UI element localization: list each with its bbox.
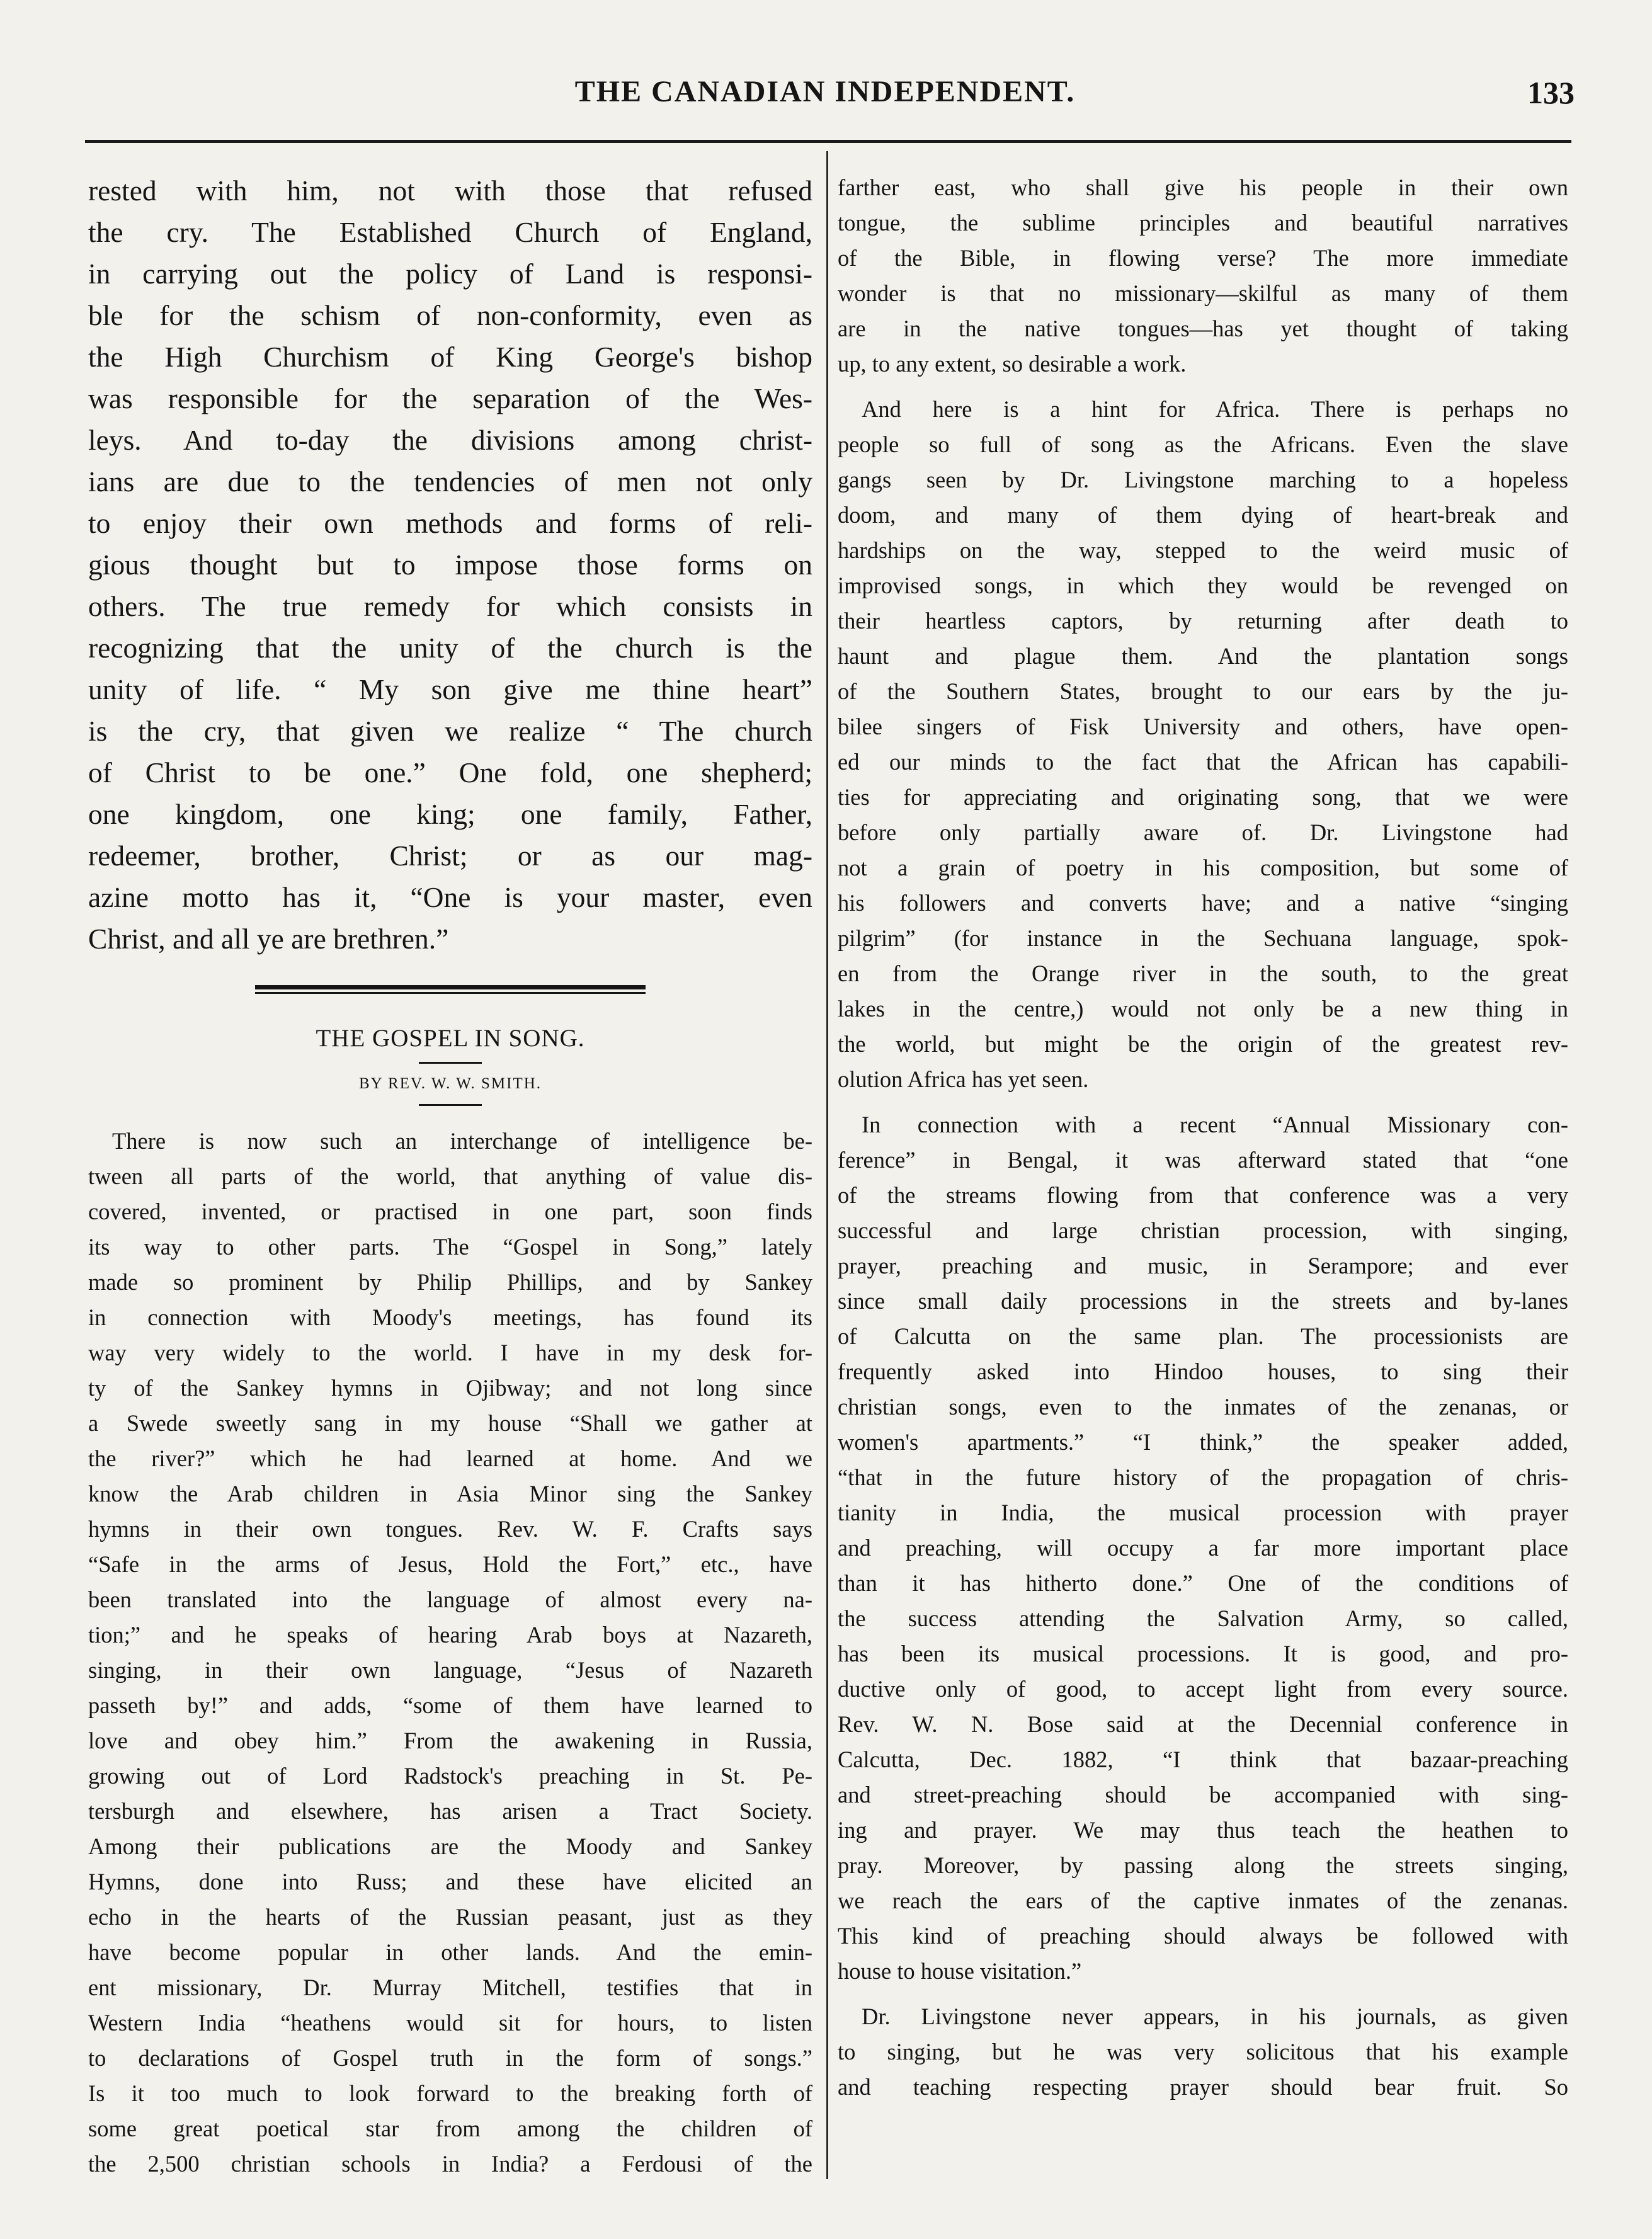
text-line: know the Arab children in Asia Minor sing the Sankey (88, 1481, 812, 1507)
section-divider (255, 985, 646, 994)
text-line: echo in the hearts of the Russian peasant, just as they (88, 1904, 812, 1930)
text-line: ed our minds to the fact that the African has capabili- (838, 749, 1568, 775)
continued-text (88, 170, 812, 960)
text-line: a Swede sweetly sang in my house “Shall we gather at (88, 1410, 812, 1436)
column-rule (826, 151, 828, 2179)
text-line: his followers and converts have; and a native “singing (838, 890, 1568, 916)
text-line: In connection with a recent “Annual Missionary con- (862, 1112, 1568, 1137)
text-line: the success attending the Salvation Army, so called, (838, 1605, 1568, 1631)
byline: BY REV. W. W. SMITH. (358, 1075, 542, 1092)
text-line: “that in the future history of the propagation of chris- (838, 1464, 1568, 1490)
text-line: leys. And to-day the divisions among christ- (88, 424, 812, 456)
text-line: Christ, and all ye are brethren.” (88, 923, 449, 955)
text-line: has been its musical processions. It is good, and pro- (838, 1641, 1568, 1666)
text-line: women's apartments.” “I think,” the speaker added, (838, 1429, 1568, 1455)
text-line: of the Southern States, brought to our ears by the ju- (838, 678, 1568, 704)
text-line: the High Churchism of King George's bishop (88, 341, 812, 373)
text-line: tersburgh and elsewhere, has arisen a Tract Society. (88, 1798, 812, 1824)
text-line: passeth by!” and adds, “some of them have learned to (88, 1692, 812, 1718)
article-title: THE GOSPEL IN SONG. (316, 1025, 585, 1052)
text-line: hardships on the way, stepped to the weird music of (838, 537, 1568, 563)
text-line: is the cry, that given we realize “ The church (88, 715, 812, 747)
text-line: the world, but might be the origin of the greatest rev- (838, 1031, 1568, 1057)
text-line: was responsible for the separation of the Wes- (88, 382, 812, 414)
text-line: ent missionary, Dr. Murray Mitchell, testifies that in (88, 1974, 812, 2000)
text-line: ties for appreciating and originating song, that we were (838, 784, 1568, 810)
paragraph (838, 1999, 1568, 2105)
text-line: azine motto has it, “One is your master, even (88, 881, 812, 913)
text-line: and teaching respecting prayer should bear fruit. So (838, 2074, 1568, 2100)
text-line: wonder is that no missionary—skilful as many of them (838, 280, 1568, 306)
text-line: and street-preaching should be accompanied with sing- (838, 1782, 1568, 1808)
text-line: Hymns, done into Russ; and these have elicited an (88, 1869, 812, 1894)
text-line: house to house visitation.” (838, 1958, 1082, 1984)
text-line: tongue, the sublime principles and beautiful narratives (838, 210, 1568, 236)
text-line: hymns in their own tongues. Rev. W. F. Crafts says (88, 1516, 812, 1542)
running-header (76, 74, 1575, 131)
page-number: 133 (1527, 75, 1575, 110)
article-body (88, 1124, 812, 2182)
text-line: been translated into the language of almost every na- (88, 1587, 812, 1612)
text-line: of the streams flowing from that conference was a very (838, 1182, 1568, 1208)
text-line: There is now such an interchange of intelligence be- (112, 1128, 812, 1154)
text-line: haunt and plague them. And the plantation songs (838, 643, 1568, 669)
title-rule (419, 1062, 482, 1064)
text-line: ble for the schism of non-conformity, even as (88, 299, 812, 331)
byline-rule (419, 1104, 482, 1106)
text-line: love and obey him.” From the awakening in Russia, (88, 1728, 812, 1753)
text-line: of the Bible, in flowing verse? The more immediate (838, 245, 1568, 271)
text-line: not a grain of poetry in his composition, but some of (838, 855, 1568, 880)
text-line: ty of the Sankey hymns in Ojibway; and not long since (88, 1375, 812, 1401)
text-line: Among their publications are the Moody and Sankey (88, 1833, 812, 1859)
text-line: singing, in their own language, “Jesus of Nazareth (88, 1657, 812, 1683)
text-line: gangs seen by Dr. Livingstone marching to a hopeless (838, 467, 1568, 493)
text-line: farther east, who shall give his people in their own (838, 174, 1568, 200)
text-line: we reach the ears of the captive inmates of the zenanas. (838, 1888, 1568, 1913)
text-line: the 2,500 christian schools in India? a Ferdousi of the (88, 2151, 812, 2177)
header-rule (85, 140, 1571, 143)
text-line: unity of life. “ My son give me thine heart” (88, 673, 812, 705)
text-line: are in the native tongues—has yet thought of taking (838, 316, 1568, 341)
text-line: covered, invented, or practised in one part, soon finds (88, 1199, 812, 1224)
text-line: And here is a hint for Africa. There is perhaps no (862, 396, 1568, 422)
text-line: of Christ to be one.” One fold, one shepherd; (88, 756, 812, 789)
text-line: tween all parts of the world, that anything of value dis- (88, 1163, 812, 1189)
text-line: Western India “heathens would sit for hours, to listen (88, 2010, 812, 2036)
text-line: in connection with Moody's meetings, has found its (88, 1304, 812, 1330)
text-line: Calcutta, Dec. 1882, “I think that bazaar-preaching (838, 1746, 1568, 1772)
text-line: pray. Moreover, by passing along the streets singing, (838, 1852, 1568, 1878)
text-line: ductive only of good, to accept light from every source. (838, 1676, 1568, 1702)
text-line: rested with him, not with those that refused (88, 174, 812, 207)
paragraph (838, 1107, 1568, 1989)
text-line: en from the Orange river in the south, to the great (838, 960, 1568, 986)
text-line: others. The true remedy for which consists in (88, 590, 812, 622)
paragraph (838, 170, 1568, 382)
text-line: to enjoy their own methods and forms of reli- (88, 507, 812, 539)
text-line: ians are due to the tendencies of men not only (88, 465, 812, 498)
text-line: to declarations of Gospel truth in the form of songs.” (88, 2045, 812, 2071)
text-line: Dr. Livingstone never appears, in his journals, as given (862, 2003, 1568, 2029)
text-line: christian songs, even to the inmates of the zenanas, or (838, 1394, 1568, 1420)
text-line: and preaching, will occupy a far more important place (838, 1535, 1568, 1561)
article-heading (88, 985, 812, 1106)
text-line: This kind of preaching should always be followed with (838, 1923, 1568, 1949)
text-line: olution Africa has yet seen. (838, 1066, 1089, 1092)
left-column (88, 170, 812, 2182)
text-line: Is it too much to look forward to the breaking forth of (88, 2080, 812, 2106)
text-line: pilgrim” (for instance in the Sechuana language, spok- (838, 925, 1568, 951)
text-line: successful and large christian procession, with singing, (838, 1217, 1568, 1243)
text-line: bilee singers of Fisk University and others, have open- (838, 714, 1568, 739)
text-line: one kingdom, one king; one family, Father, (88, 798, 812, 830)
text-line: frequently asked into Hindoo houses, to sing their (838, 1359, 1568, 1384)
text-line: redeemer, brother, Christ; or as our mag- (88, 840, 812, 872)
text-line: improvised songs, in which they would be revenged on (838, 573, 1568, 598)
text-line: recognizing that the unity of the church is the (88, 632, 812, 664)
paragraph (838, 392, 1568, 1097)
text-line: lakes in the centre,) would not only be a new thing in (838, 996, 1568, 1022)
text-line: tion;” and he speaks of hearing Arab boys at Nazareth, (88, 1622, 812, 1648)
text-line: in carrying out the policy of Land is responsi- (88, 258, 812, 290)
text-line: doom, and many of them dying of heart-break and (838, 502, 1568, 528)
text-line: growing out of Lord Radstock's preaching in St. Pe- (88, 1763, 812, 1789)
text-line: than it has hitherto done.” One of the conditions of (838, 1570, 1568, 1596)
text-line: to singing, but he was very solicitous that his example (838, 2039, 1568, 2065)
text-line: ing and prayer. We may thus teach the heathen to (838, 1817, 1568, 1843)
text-line: Rev. W. N. Bose said at the Decennial conference in (838, 1711, 1568, 1737)
text-line: since small daily processions in the streets and by-lanes (838, 1288, 1568, 1314)
journal-title: THE CANADIAN INDEPENDENT. (574, 75, 1076, 108)
text-line: of Calcutta on the same plan. The processionists are (838, 1323, 1568, 1349)
text-line: up, to any extent, so desirable a work. (838, 351, 1187, 377)
text-line: the river?” which he had learned at home. And we (88, 1445, 812, 1471)
text-line: “Safe in the arms of Jesus, Hold the Fort,” etc., have (88, 1551, 812, 1577)
text-line: ference” in Bengal, it was afterward stated that “one (838, 1147, 1568, 1173)
text-line: before only partially aware of. Dr. Livingstone had (838, 819, 1568, 845)
text-line: prayer, preaching and music, in Serampore; and ever (838, 1253, 1568, 1279)
text-line: people so full of song as the Africans. Even the slave (838, 431, 1568, 457)
text-line: tianity in India, the musical procession with prayer (838, 1500, 1568, 1525)
text-line: the cry. The Established Church of England, (88, 216, 812, 248)
text-line: way very widely to the world. I have in my desk for- (88, 1340, 812, 1365)
text-line: their heartless captors, by returning after death to (838, 608, 1568, 634)
right-column (838, 170, 1568, 2105)
text-line: some great poetical star from among the children of (88, 2116, 812, 2141)
text-line: gious thought but to impose those forms on (88, 549, 812, 581)
text-line: made so prominent by Philip Phillips, and by Sankey (88, 1269, 812, 1295)
text-line: its way to other parts. The “Gospel in Song,” lately (88, 1234, 812, 1260)
text-line: have become popular in other lands. And the emin- (88, 1939, 812, 1965)
